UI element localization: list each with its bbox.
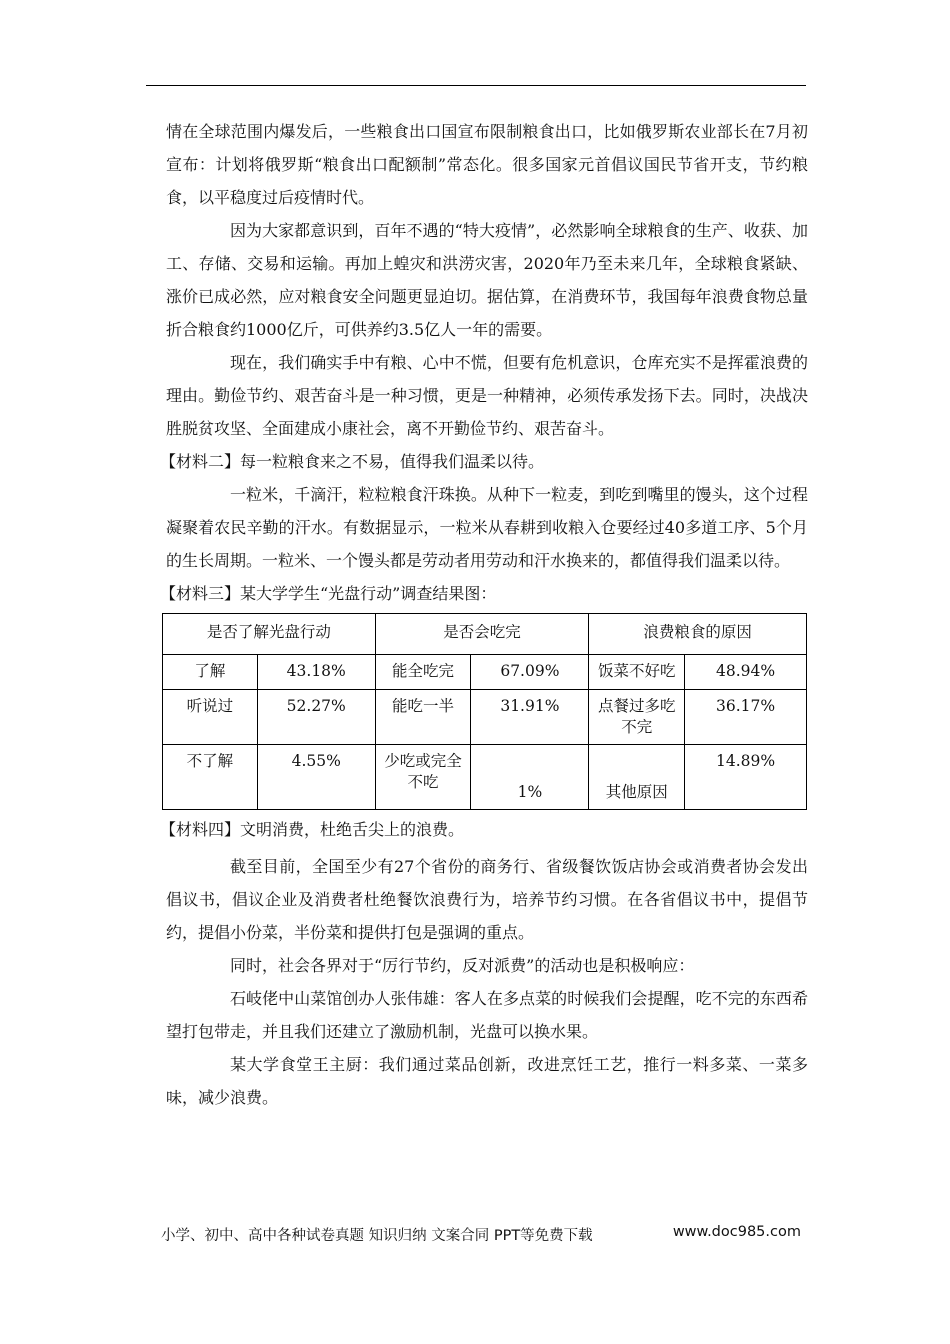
paragraph: 某大学食堂王主厨：我们通过菜品创新，改进烹饪工艺，推行一料多菜、一菜多味，减少浪费。 — [166, 1055, 808, 1107]
table-cell: 能全吃完 — [375, 655, 471, 690]
table-cell: 36.17% — [685, 690, 807, 745]
table-row — [163, 690, 807, 745]
paragraph: 截至目前，全国至少有27个省份的商务行、省级餐饮饭店协会或消费者协会发出倡议书，倡议企业及消费者杜绝餐饮浪费行为，培养节约习惯。在各省倡议书中，提倡节约，提倡小份菜，半份菜和提供打包是强调的重点。 — [166, 857, 808, 942]
table-header-row — [163, 614, 807, 655]
table-cell: 少吃或完全不吃 — [375, 745, 471, 810]
table-cell: 67.09% — [471, 655, 589, 690]
table-row — [163, 655, 807, 690]
table-cell: 饭菜不好吃 — [589, 655, 685, 690]
survey-table — [162, 613, 807, 810]
paragraph: 石岐佬中山菜馆创办人张伟雄：客人在多点菜的时候我们会提醒，吃不完的东西希望打包带走，并且我们还建立了激励机制，光盘可以换水果。 — [166, 989, 808, 1041]
table-cell: 52.27% — [257, 690, 375, 745]
paragraph: 同时，社会各界对于“厉行节约，反对派费”的活动也是积极响应： — [230, 956, 695, 975]
material3-heading: 【材料三】某大学学生“光盘行动”调查结果图： — [160, 584, 497, 603]
page-footer — [161, 1224, 801, 1245]
table-cell: 点餐过多吃不完 — [589, 690, 685, 745]
table-header-cell: 是否会吃完 — [375, 614, 589, 655]
table-cell: 14.89% — [685, 745, 807, 810]
paragraph: 一粒米，千滴汗，粒粒粮食汗珠换。从种下一粒麦，到吃到嘴里的馒头，这个过程凝聚着农民辛勤的汗水。有数据显示，一粒米从春耕到收粮入仓要经过40多道工序、5个月的生长周期。一粒米、一个馒头都是劳动者用劳动和汗水换来的，都值得我们温柔以待。 — [166, 485, 808, 570]
table-cell: 4.55% — [257, 745, 375, 810]
table-cell: 48.94% — [685, 655, 807, 690]
header-rule — [146, 85, 806, 86]
table-cell: 其他原因 — [589, 745, 685, 810]
table-cell: 不了解 — [163, 745, 258, 810]
footer-text: 小学、初中、高中各种试卷真题 知识归纳 文案合同 PPT等免费下载 — [161, 1228, 593, 1244]
paragraph: 现在，我们确实手中有粮、心中不慌，但要有危机意识，仓库充实不是挥霍浪费的理由。勤俭节约、艰苦奋斗是一种习惯，更是一种精神，必须传承发扬下去。同时，决战决胜脱贫攻坚、全面建成小康社会，离不开勤俭节约、艰苦奋斗。 — [166, 353, 808, 438]
document-body — [160, 115, 808, 1114]
table-header-cell: 浪费粮食的原因 — [589, 614, 807, 655]
table-cell: 了解 — [163, 655, 258, 690]
table-cell: 43.18% — [257, 655, 375, 690]
material2-heading: 【材料二】每一粒粮食来之不易，值得我们温柔以待。 — [160, 452, 545, 471]
table-header-cell: 是否了解光盘行动 — [163, 614, 376, 655]
footer-website: www.doc985.com — [672, 1224, 801, 1240]
material4-heading: 【材料四】文明消费，杜绝舌尖上的浪费。 — [160, 820, 465, 839]
paragraph: 因为大家都意识到，百年不遇的“特大疫情”，必然影响全球粮食的生产、收获、加工、存储、交易和运输。再加上蝗灾和洪涝灾害，2020年乃至未来几年，全球粮食紧缺、涨价已成必然，应对粮食安全问题更显迫切。据估算，在消费环节，我国每年浪费食物总量折合粮食约1000亿斤，可供养约3.5亿人一年的需要。 — [166, 221, 808, 339]
table-row — [163, 745, 807, 810]
table-cell: 1% — [471, 745, 589, 810]
table-cell: 31.91% — [471, 690, 589, 745]
table-cell: 听说过 — [163, 690, 258, 745]
paragraph: 情在全球范围内爆发后，一些粮食出口国宣布限制粮食出口，比如俄罗斯农业部长在7月初宣布：计划将俄罗斯“粮食出口配额制”常态化。很多国家元首倡议国民节省开支，节约粮食，以平稳度过后疫情时代。 — [166, 122, 808, 207]
table-cell: 能吃一半 — [375, 690, 471, 745]
